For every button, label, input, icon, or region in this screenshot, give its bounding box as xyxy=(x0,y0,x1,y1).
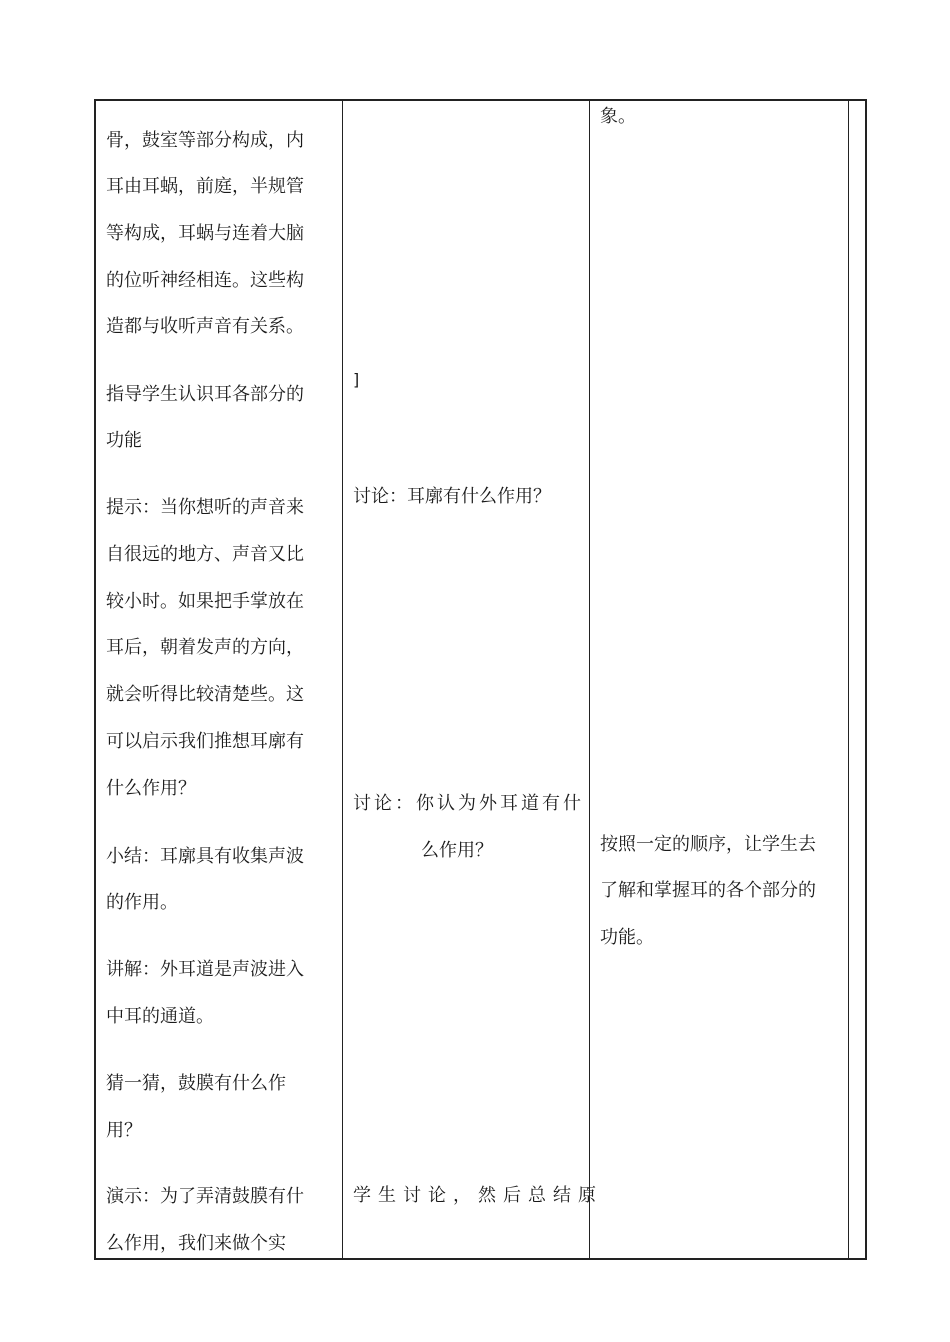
teaching-text-line: 讲解：外耳道是声波进入 xyxy=(106,959,304,980)
teaching-text-line: 可以启示我们推想耳廓有 xyxy=(106,731,304,752)
intent-text: 象。 xyxy=(600,106,636,127)
teaching-text-line: 演示：为了弄清鼓膜有什 xyxy=(106,1186,304,1207)
column-divider xyxy=(342,99,343,1260)
teaching-text-line: 耳后，朝着发声的方向， xyxy=(106,637,304,658)
intent-text: 按照一定的顺序，让学生去 xyxy=(600,834,816,855)
teaching-text-line: 用？ xyxy=(106,1120,142,1141)
intent-text: 功能。 xyxy=(600,927,654,948)
intent-text: 了解和掌握耳的各个部分的 xyxy=(600,880,816,901)
column-divider xyxy=(848,99,849,1260)
teaching-text-line: 功能 xyxy=(106,430,142,451)
discussion-text: 讨论：耳廓有什么作用？ xyxy=(353,486,551,507)
teaching-text-line: 耳由耳蜗，前庭，半规管 xyxy=(106,176,304,197)
teaching-text-line: 等构成，耳蜗与连着大脑 xyxy=(106,223,304,244)
teaching-text-line: 的位听神经相连。这些构 xyxy=(106,270,304,291)
teaching-text-line: 指导学生认识耳各部分的 xyxy=(106,384,304,405)
teaching-text-line: 什么作用？ xyxy=(106,778,196,799)
teaching-text-line: 猜一猜，鼓膜有什么作 xyxy=(106,1073,286,1094)
teaching-text-line: 较小时。如果把手掌放在 xyxy=(106,591,304,612)
column-divider xyxy=(589,99,590,1260)
teaching-text-line: 提示：当你想听的声音来 xyxy=(106,497,304,518)
teaching-text-line: 骨，鼓室等部分构成，内 xyxy=(106,130,304,151)
discussion-text: 学生讨论，然后总结原 xyxy=(353,1185,603,1206)
teaching-text-line: 造都与收听声音有关系。 xyxy=(106,316,304,337)
teaching-text-line: 么作用，我们来做个实 xyxy=(106,1233,286,1254)
teaching-text-line: 中耳的通道。 xyxy=(106,1006,214,1027)
teaching-text-line: 的作用。 xyxy=(106,892,178,913)
discussion-text: 么作用？ xyxy=(421,840,493,861)
teaching-text-line: 就会听得比较清楚些。这 xyxy=(106,684,304,705)
stray-bracket: ] xyxy=(353,370,360,389)
teaching-text-line: 自很远的地方、声音又比 xyxy=(106,544,304,565)
teaching-text-line: 小结：耳廓具有收集声波 xyxy=(106,846,304,867)
discussion-text: 讨论：你认为外耳道有什 xyxy=(353,793,584,814)
